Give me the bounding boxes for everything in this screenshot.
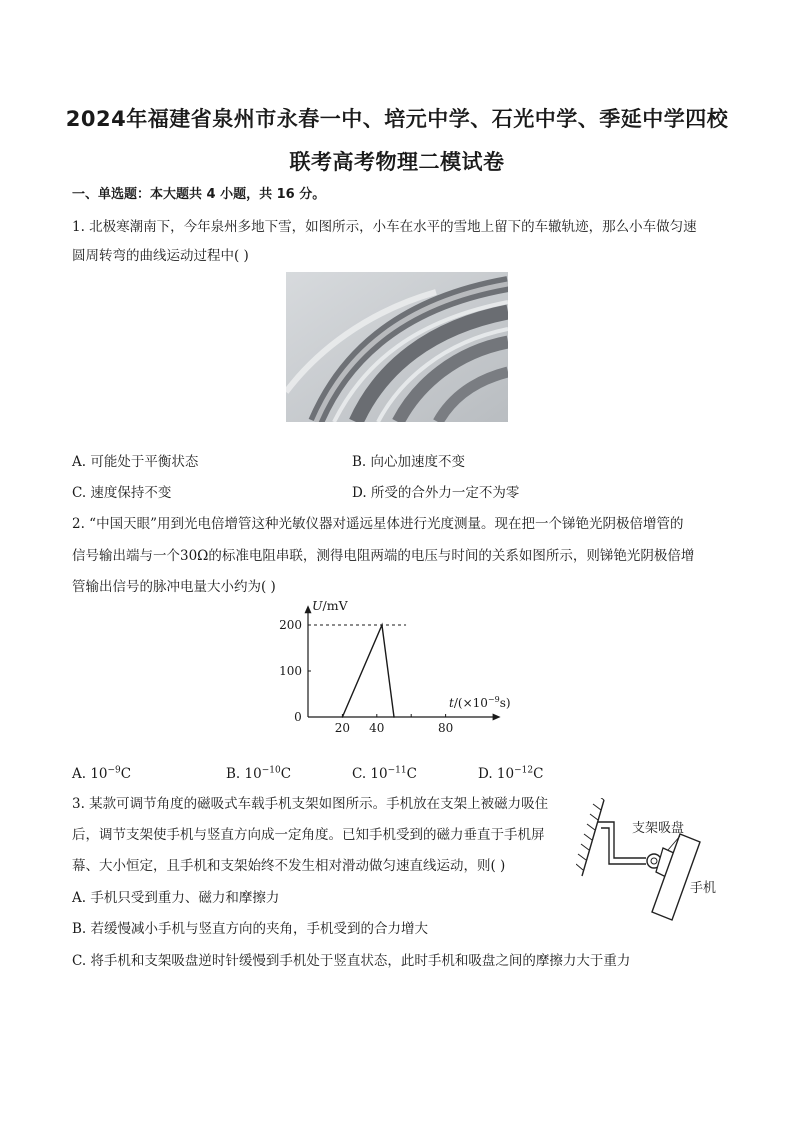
mount-label: 支架吸盘 (632, 821, 685, 836)
q1-option-b[interactable]: B. 向心加速度不变 (352, 454, 466, 470)
exam-title-line2: 联考高考物理二模试卷 (289, 150, 505, 174)
voltage-pulse-line (342, 625, 394, 717)
q3-option-b[interactable]: B. 若缓慢减小手机与竖直方向的夹角，手机受到的合力增大 (72, 921, 429, 937)
q2-option-b[interactable]: B. $10^{-10}C$ (226, 765, 292, 782)
q2-option-a[interactable]: A. $10^{-9}C$ (72, 765, 132, 782)
q2-option-c[interactable]: C. $10^{-11}C$ (352, 765, 417, 782)
x-tick-label: 20 (334, 721, 351, 735)
phone-label: 手机 (690, 881, 717, 896)
q1-text-line1: 1. 北极寒潮南下，今年泉州多地下雪，如图所示，小车在水平的雪地上留下的车辙轨迹，那么小车做匀速 (72, 219, 697, 235)
data-point (342, 716, 344, 718)
origin-label: 0 (294, 710, 302, 724)
q1-text-line2: 圆周转弯的曲线运动过程中( ) (72, 248, 249, 264)
y-axis-label: U/mV (312, 598, 348, 614)
q1-option-a[interactable]: A. 可能处于平衡状态 (72, 454, 199, 470)
voltage-time-chart (270, 590, 530, 740)
data-point (393, 716, 395, 718)
q2-option-d[interactable]: D. $10^{-12}C$ (478, 765, 544, 782)
snow-tire-tracks-image (286, 272, 508, 422)
exam-title-line1: 2024年福建省泉州市永春一中、培元中学、石光中学、季延中学四校 (65, 107, 729, 131)
x-axis-label: $t/(\times 10^{-9}s)$ (449, 695, 511, 710)
x-tick-label: 40 (369, 721, 385, 735)
q3-text-line2: 后，调节支架使手机与竖直方向成一定角度。已知手机受到的磁力垂直于手机屏 (72, 827, 545, 843)
q2-text-line2: 信号输出端与一个30Ω的标准电阻串联，测得电阻两端的电压与时间的关系如图所示，则锑铯光阴极倍增 (72, 548, 695, 564)
q3-option-a[interactable]: A. 手机只受到重力、磁力和摩擦力 (72, 890, 280, 906)
section-heading: 一、单选题：本大题共 4 小题，共 16 分。 (72, 187, 326, 202)
y-tick-label: 200 (279, 618, 302, 632)
x-axis-arrow (493, 714, 501, 721)
q3-text-line1: 3. 某款可调节角度的磁吸式车载手机支架如图所示。手机放在支架上被磁力吸住 (72, 796, 549, 812)
data-point (381, 624, 383, 626)
q2-text-line3: 管输出信号的脉冲电量大小约为( ) (72, 579, 276, 595)
q2-text-line1: 2. “中国天眼”用到光电倍增管这种光敏仪器对遥远星体进行光度测量。现在把一个锑铯光阴极倍增管的 (72, 516, 684, 532)
q1-option-c[interactable]: C. 速度保持不变 (72, 485, 172, 501)
q3-option-c[interactable]: C. 将手机和支架吸盘逆时针缓慢到手机处于竖直状态，此时手机和吸盘之间的摩擦力大于重力 (72, 953, 631, 969)
phone-mount-diagram (576, 798, 726, 923)
q3-text-line3: 幕、大小恒定，且手机和支架始终不发生相对滑动做匀速直线运动，则( ) (72, 858, 506, 874)
y-axis-arrow (305, 605, 312, 613)
voltage-time-chart-svg (270, 590, 530, 740)
q1-option-d[interactable]: D. 所受的合外力一定不为零 (352, 485, 520, 501)
y-tick-label: 100 (279, 664, 302, 678)
x-tick-label: 80 (437, 721, 454, 735)
